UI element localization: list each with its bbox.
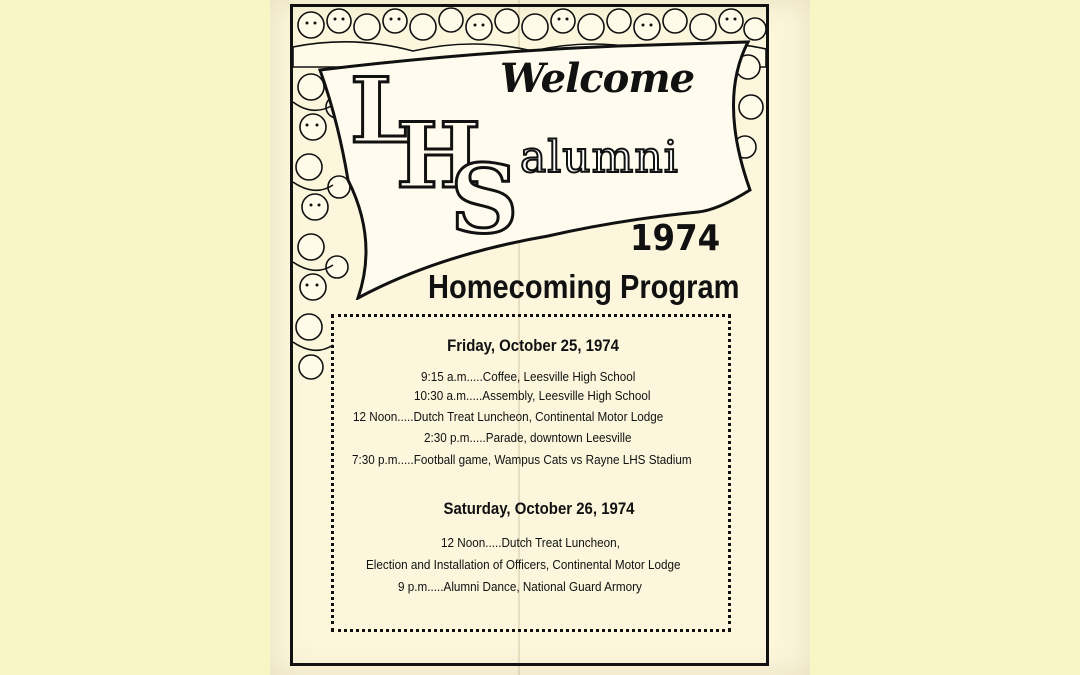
svg-text:S: S xyxy=(450,144,519,242)
event-item: 12 Noon.....Dutch Treat Luncheon, Continental Motor Lodge xyxy=(353,409,664,424)
event-item: 10:30 a.m.....Assembly, Leesville High School xyxy=(414,388,651,403)
welcome-heading: Welcome xyxy=(500,55,695,102)
event-item: 9 p.m.....Alumni Dance, National Guard Armory xyxy=(398,579,642,594)
event-item: 7:30 p.m.....Football game, Wampus Cats vs Rayne LHS Stadium xyxy=(352,452,692,467)
event-item: 12 Noon.....Dutch Treat Luncheon, xyxy=(441,535,620,550)
svg-text:L: L xyxy=(350,62,414,164)
program-year: 1974 xyxy=(630,218,721,259)
svg-text:H: H xyxy=(396,103,482,209)
event-item: 9:15 a.m.....Coffee, Leesville High School xyxy=(421,369,636,384)
alumni-heading: alumni xyxy=(520,132,679,183)
day-heading-friday: Friday, October 25, 1974 xyxy=(447,336,619,355)
day-heading-saturday: Saturday, October 26, 1974 xyxy=(443,499,635,518)
event-item: 2:30 p.m.....Parade, downtown Leesville xyxy=(424,430,632,445)
program-title: Homecoming Program xyxy=(428,268,740,305)
event-item: Election and Installation of Officers, Continental Motor Lodge xyxy=(366,557,681,572)
